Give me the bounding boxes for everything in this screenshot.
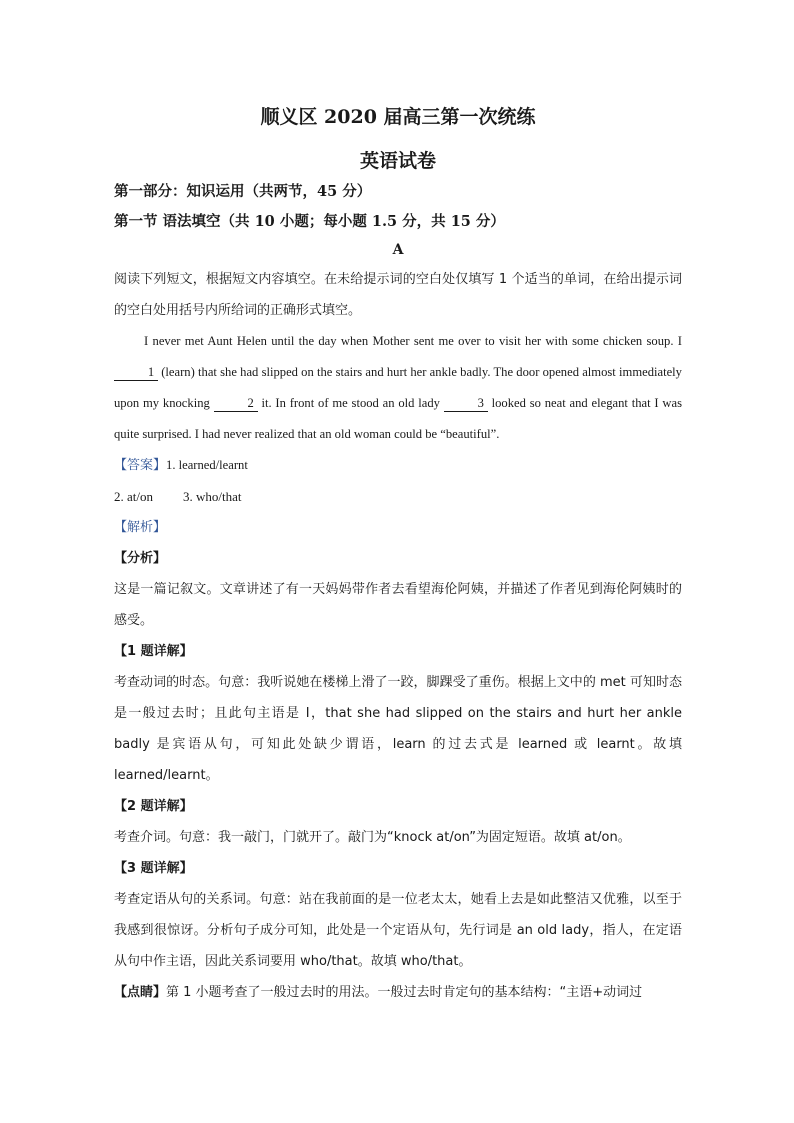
blank-1: 1 (114, 365, 158, 381)
instruction-text: 阅读下列短文，根据短文内容填空。在未给提示词的空白处仅填写 1 个适当的单词，在给出提示词的空白处用括号内所给词的正确形式填空。 (114, 272, 682, 318)
blank-2: 2 (214, 396, 258, 412)
dianjing-tag: 【点睛】 (114, 985, 167, 1000)
fenxi-text: 这是一篇记叙文。文章讲述了有一天妈妈带作者去看望海伦阿姨，并描述了作者见到海伦阿姨时的感受。 (114, 582, 682, 628)
fenxi-line (114, 543, 682, 574)
passage-letter: A (392, 242, 404, 258)
answer-3: 3. who/that (183, 489, 242, 504)
dianjing-paragraph (114, 977, 682, 1008)
q3-tag: 【3 题详解】 (114, 861, 193, 876)
q2-line (114, 791, 682, 822)
q3-line (114, 853, 682, 884)
q1-tag: 【1 题详解】 (114, 644, 193, 659)
page-subtitle: 英语试卷 (359, 150, 436, 172)
q2-text: 考查介词。句意：我一敲门，门就开了。敲门为“knock at/on”为固定短语。故填 at/on。 (114, 830, 631, 845)
document-page (114, 100, 682, 1008)
q1-text: 考查动词的时态。句意：我听说她在楼梯上滑了一跤，脚踝受了重伤。根据上文中的 met 可知时态是一般过去时；且此句主语是 I，that she had slipped on the stairs and hurt her ankle badly 是宾语从句，可知此处缺少谓语，learn 的过去式是 learned 或 learnt。故填 learned/learnt。 (114, 675, 682, 783)
answer-line (114, 450, 682, 481)
passage-text-3: it. In front of me stood an old lady (261, 396, 440, 410)
passage-paragraph (114, 326, 682, 450)
q2-tag: 【2 题详解】 (114, 799, 193, 814)
part-heading: 第一部分：知识运用（共两节，45 分） (114, 183, 372, 200)
analysis-tag: 【解析】 (114, 520, 167, 535)
answer-1: 1. learned/learnt (166, 458, 248, 472)
passage-text-4: looked so neat and elegant that I was quite surprised. I had never realized that an old woman could be “beautiful”. (114, 396, 682, 441)
analysis-line (114, 512, 682, 543)
dianjing-text: 第 1 小题考查了一般过去时的用法。一般过去时肯定句的基本结构：“主语+动词过 (166, 985, 643, 1000)
blank-3: 3 (444, 396, 488, 412)
answer-2: 2. at/on (114, 489, 153, 504)
page-title: 顺义区 2020 届高三第一次统练 (260, 106, 536, 128)
passage-text-2: (learn) that she had slipped on the stairs and hurt her ankle badly. The door opened almost immediately upon my knocking (114, 365, 682, 410)
answer-line-2 (114, 481, 682, 512)
section-heading: 第一节 语法填空（共 10 小题；每小题 1.5 分，共 15 分） (114, 213, 505, 230)
answer-tag: 【答案】 (114, 458, 167, 473)
passage-text-1: I never met Aunt Helen until the day when Mother sent me over to visit her with some chicken soup. I (144, 334, 682, 348)
q1-line (114, 636, 682, 667)
fenxi-tag: 【分析】 (114, 551, 167, 566)
q3-text: 考查定语从句的关系词。句意：站在我前面的是一位老太太，她看上去是如此整洁又优雅，以至于我感到很惊讶。分析句子成分可知，此处是一个定语从句，先行词是 an old lady，指人，在定语从句中作主语，因此关系词要用 who/that。故填 who/that。 (114, 892, 682, 969)
